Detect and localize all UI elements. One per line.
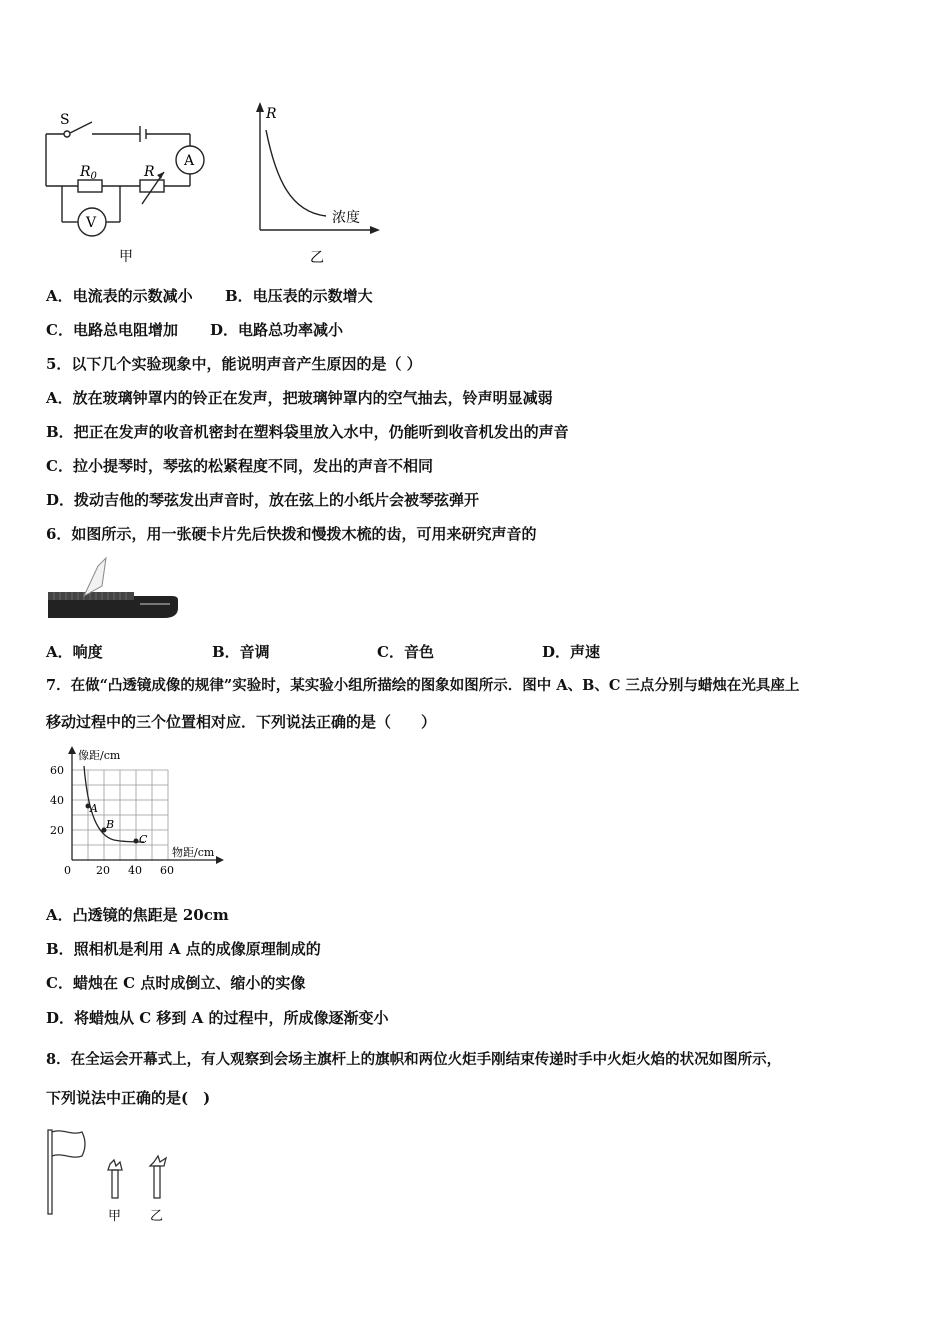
x-tick-20: 20 [96,864,110,877]
x-tick-40: 40 [128,864,142,877]
x-tick-60: 60 [160,864,174,877]
q5-option-d: D．拨动吉他的琴弦发出声音时，放在弦上的小纸片会被琴弦弹开 [46,491,480,509]
q4-option-b: B．电压表的示数增大 [225,287,373,305]
ammeter-label: A [184,153,195,169]
rvar-label: R [144,164,155,180]
q6-stem: 6．如图所示，用一张硬卡片先后快拨和慢拨木梳的齿，可用来研究声音的 [46,525,537,543]
q4-option-a: A．电流表的示数减小 [46,287,193,305]
q8-stem-line2: 下列说法中正确的是( ) [46,1089,211,1107]
y-tick-60: 60 [50,764,64,777]
q6-option-a: A．响度 [46,643,103,661]
q6-option-c: C．音色 [377,643,434,661]
x-axis-label: 物距/cm [172,846,215,859]
point-a-label: A [90,802,98,815]
torch-label-jia: 甲 [108,1209,122,1224]
r0-label: $R_0$ [80,164,97,182]
q7-option-b: B．照相机是利用 A 点的成像原理制成的 [46,940,321,958]
q7-graph [44,744,234,878]
q8-stem-line1: 8．在全运会开幕式上，有人观察到会场主旗杆上的旗帜和两位火炬手刚结束传递时手中火炬火焰的状况如图所示， [46,1051,782,1068]
q4-option-c: C．电路总电阻增加 [46,321,178,339]
graph-y-label: R [266,106,277,122]
q7-option-c: C．蜡烛在 C 点时成倒立、缩小的实像 [46,974,306,992]
y-axis-label: 像距/cm [78,749,121,762]
q7-stem-line1: 7．在做“凸透镜成像的规律”实验时，某实验小组所描绘的图象如图所示．图中 A、B、C 三点分别与蜡烛在光具座上 [46,677,800,694]
torch-label-yi: 乙 [150,1209,164,1224]
q4-circuit-figure [40,104,220,264]
graph-caption: 乙 [310,250,324,266]
circuit-caption: 甲 [119,249,133,264]
q6-option-b: B．音调 [212,643,270,661]
x-tick-0: 0 [64,864,71,877]
switch-label: S [60,112,70,128]
q4-graph-figure [246,100,386,266]
comb-figure [44,556,184,626]
point-c-marker [134,839,139,844]
voltmeter-label: V [86,215,97,231]
q4-option-d: D．电路总功率减小 [210,321,344,339]
q5-option-a: A．放在玻璃钟罩内的铃正在发声，把玻璃钟罩内的空气抽去，铃声明显减弱 [46,389,553,407]
q8-flag-torch-figure [42,1126,182,1226]
y-tick-40: 40 [50,794,64,807]
q7-stem-line2: 移动过程中的三个位置相对应．下列说法正确的是（ ） [46,713,437,731]
q6-option-d: D．声速 [542,643,601,661]
q5-option-c: C．拉小提琴时，琴弦的松紧程度不同，发出的声音不相同 [46,457,433,475]
q5-stem: 5．以下几个实验现象中，能说明声音产生原因的是（ ） [46,355,422,373]
graph-x-label: 浓度 [332,210,360,226]
q7-option-d: D．将蜡烛从 C 移到 A 的过程中，所成像逐渐变小 [46,1009,389,1027]
y-tick-20: 20 [50,824,64,837]
q7-option-a: A．凸透镜的焦距是 20cm [46,906,229,924]
point-c-label: C [139,833,148,846]
q5-option-b: B．把正在发声的收音机密封在塑料袋里放入水中，仍能听到收音机发出的声音 [46,423,569,441]
point-b-label: B [106,818,115,831]
